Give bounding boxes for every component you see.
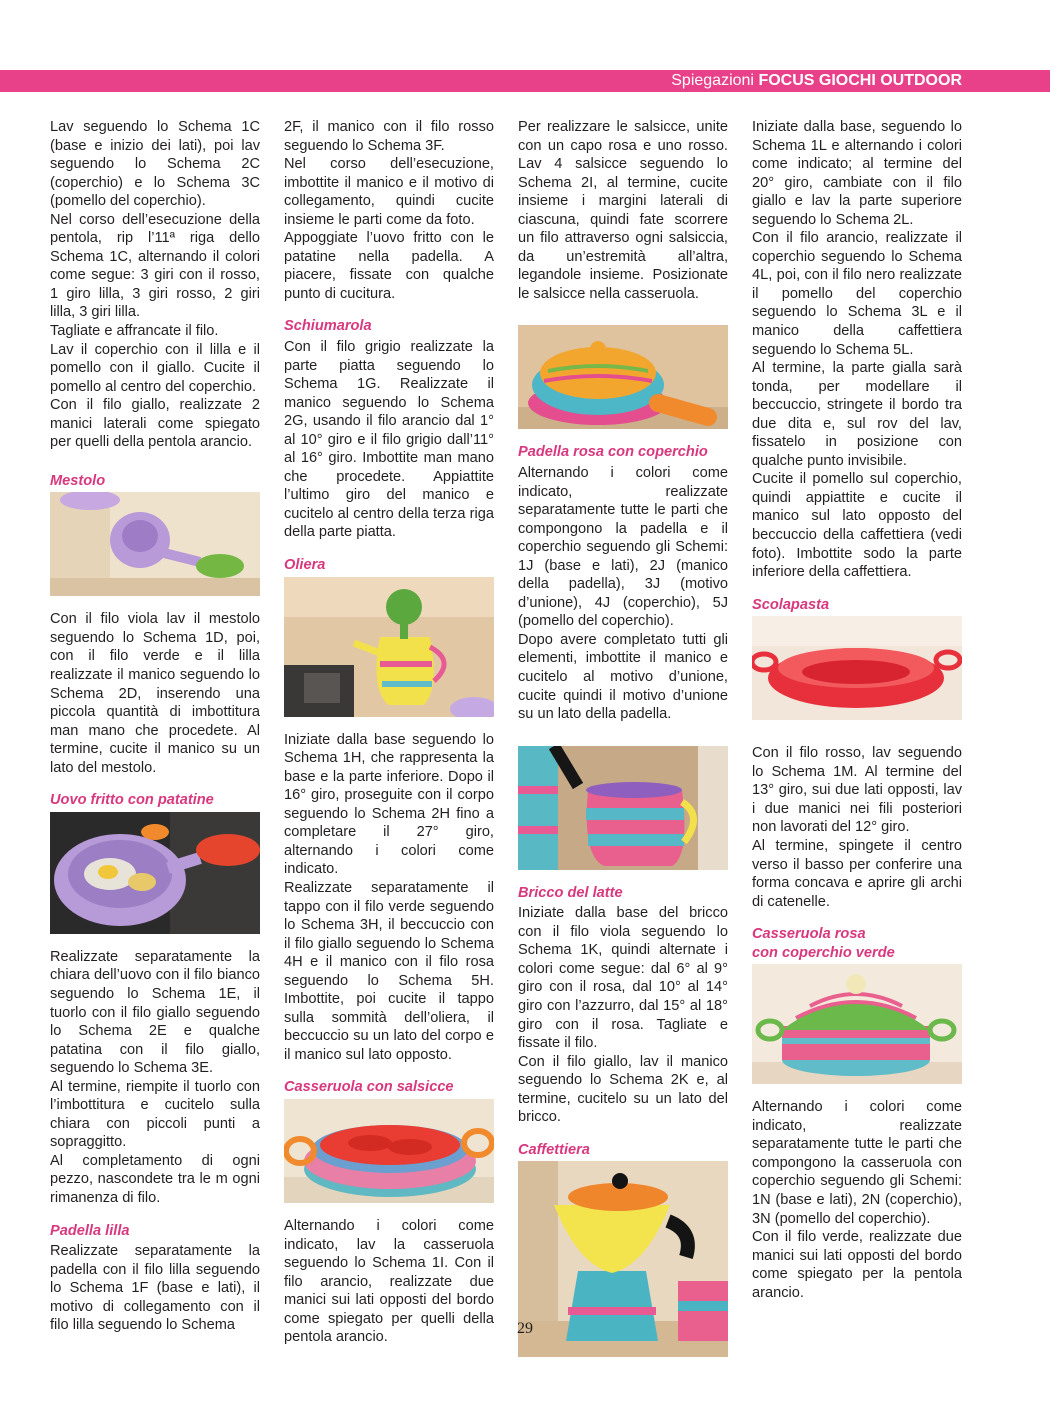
- photo-casseruola-salsicce: [284, 1099, 494, 1203]
- photo-casseruola-rosa: [752, 964, 962, 1084]
- section-title-schiumarola: Schiumarola: [284, 318, 372, 335]
- section-title-caffettiera: Caffettiera: [518, 1141, 590, 1158]
- photo-padella-rosa: [518, 325, 728, 429]
- paragraph: Al termine, spingete il centro verso il basso per conferire una forma concava e aprire gli archi di catenelle.: [752, 837, 962, 910]
- paragraph: Con il filo viola lav il mestolo seguendo lo Schema 1D, poi, con il filo verde e il lilla realizzate il manico seguendo lo Schema 2D, inserendo una piccola quantità di imbottitura man mano che procedete. Al termine, cucite il manico su un lato del mestolo.: [50, 611, 260, 776]
- paragraph: Per realizzare le salsicce, unite con un capo rosa e uno rosso. Lav 4 salsicce seguendo lo Schema 2I, al termine, cucite insieme i margini laterali di ciascuna, quindi fate scorrere un filo attraverso ogni salsiccia, da un’estremità all’altra, legandole insieme. Posizionate le salsicce nella casseruola.: [518, 119, 728, 302]
- paragraph: Alternando i colori come indicato, lav la casseruola seguendo lo Schema 1I. Con il filo arancio, realizzate due manici sui lati opposti del bordo come spiegato per quelli della pentola arancio.: [284, 1217, 494, 1346]
- paragraph: Con il filo giallo, lav il manico seguendo lo Schema 2K e, al termine, cucitelo su un lato del bricco.: [518, 1053, 728, 1126]
- paragraph: Realizzate separatamente la chiara dell’uovo con il filo bianco seguendo lo Schema 1E, il tuorlo con il filo giallo seguendo lo Schema 2E e qualche patatina con il filo giallo, seguendo lo Schema 3E.: [50, 948, 260, 1077]
- paragraph: Appoggiate l’uovo fritto con le patatine nella padella. A piacere, fissate con qualche punto di cucitura.: [284, 230, 494, 302]
- paragraph: Con il filo arancio, realizzate il coperchio seguendo lo Schema 4L, poi, con il filo nero realizzate il pomello del coperchio seguendo lo Schema 3L e il manico della caffettiera seguendo lo Schema 5L.: [752, 230, 962, 358]
- column-3: [518, 118, 728, 1371]
- photo-scolapasta: [752, 616, 962, 720]
- section-title-casseruola-rosa: Casseruola rosa: [752, 926, 866, 943]
- header-section: Spiegazioni: [671, 72, 754, 89]
- paragraph: Cucite il pomello sul coperchio, quindi appiattite e cucite il manico sul lato opposto del beccuccio della caffettiera (vedi foto). Imbottite sodo la parte inferiore della caffettiera.: [752, 471, 962, 581]
- paragraph: Con il filo giallo, realizzate 2 manici laterali come spiegato per quelli della pentola arancio.: [50, 397, 260, 451]
- paragraph: Alternando i colori come indicato, realizzate separatamente tutte le parti che compongono la padella e il coperchio seguendo gli Schemi: 1J (base e lati), 2J (manico della padella), 3J (motivo d’unione), 4J (coperchio), 5J (pomello del coperchio).: [518, 465, 728, 630]
- paragraph: Iniziate dalla base seguendo lo Schema 1H, che rappresenta la base e la parte inferiore. Dopo il 16° giro, proseguite con il corpo seguendo lo Schema 2H fino a completare il 27° giro, alternando i colori come indicato.: [284, 731, 494, 878]
- paragraph: Con il filo rosso, lav seguendo lo Schema 1M. Al termine del 13° giro, sui due lati opposti, lav i due manici nei fili posteriori non lavorati del 12° giro.: [752, 745, 962, 836]
- paragraph: Al termine, riempite il tuorlo con l’imbottitura e cucitelo sulla chiara con piccoli punti a sopraggitto.: [50, 1078, 260, 1151]
- paragraph: 2F, il manico con il filo rosso seguendo lo Schema 3F.: [284, 119, 494, 154]
- section-title-padella-lilla: Padella lilla: [50, 1222, 130, 1239]
- section-title-mestolo: Mestolo: [50, 472, 106, 489]
- paragraph: Con il filo verde, realizzate due manici sui lati opposti del bordo come spiegato per la pentola arancio.: [752, 1229, 962, 1301]
- paragraph: Realizzate separatamente il tappo con il filo verde seguendo lo Schema 3H, il beccuccio con il filo giallo seguendo lo Schema 4H e il manico con il filo rosa seguendo lo Schema 5H. Imbottite, poi cucite il tappo sulla sommità dell’oliera, il beccuccio su un lato del corpo e il manico sul lato opposto.: [284, 879, 494, 1063]
- photo-mestolo: [50, 492, 260, 596]
- section-title-casseruola-salsicce: Casseruola con salsicce: [284, 1079, 454, 1096]
- photo-bricco-latte: [518, 746, 728, 870]
- paragraph: Al termine, la parte gialla sarà tonda, per modellare il beccuccio, stringete il bordo tra due dita e, sul rov del lav, fissatelo in posizione con qualche punto invisibile.: [752, 360, 962, 469]
- column-4: [752, 118, 962, 1302]
- paragraph: Con il filo grigio realizzate la parte piatta seguendo lo Schema 1G. Realizzate il manico seguendo lo Schema 2G, usando il filo arancio dal 1° al 10° giro e il filo grigio dall’11° al 16° giro. Imbottite man mano che procedete. Appiattite l’ultimo giro del manico e cucitelo al centro della terza riga della parte piatta.: [284, 339, 494, 541]
- paragraph: Nel corso dell’esecuzione della pentola, rip l’11ª riga dello Schema 1C, alternando il colori come segue: 3 giri con il rosso, 1 giro lilla, 3 giri rosso, 2 giri lilla, 3 giri lilla.: [50, 211, 260, 321]
- photo-uovo-fritto: [50, 812, 260, 934]
- section-title-bricco: Bricco del latte: [518, 884, 623, 901]
- paragraph: Nel corso dell’esecuzione, imbottite il manico e il motivo di collegamento, quindi cucite insieme le parti come da foto.: [284, 156, 494, 228]
- paragraph: Al completamento di ogni pezzo, nascondete tra le m ogni rimanenza di filo.: [50, 1152, 260, 1206]
- section-title-uovo: Uovo fritto con patatine: [50, 792, 214, 809]
- photo-oliera: [284, 577, 494, 717]
- paragraph: Tagliate e affrancate il filo.: [50, 323, 219, 340]
- header-title: FOCUS GIOCHI OUTDOOR: [758, 72, 962, 89]
- paragraph: Lav il coperchio con il lilla e il pomello con il giallo. Cucite il pomello al centro del coperchio.: [50, 341, 260, 395]
- column-2: [284, 118, 494, 1347]
- paragraph: Dopo avere completato tutti gli elementi, imbottite il manico e cucitelo al motivo d’unione, cucite quindi il motivo d’unione su un lato della padella.: [518, 631, 728, 723]
- paragraph: Realizzate separatamente la padella con il filo lilla seguendo lo Schema 1F (base e lati), il motivo di collegamento con il filo lilla seguendo lo Schema: [50, 1243, 260, 1334]
- section-title-scolapasta: Scolapasta: [752, 596, 830, 613]
- column-1: [50, 118, 260, 1335]
- running-header: [671, 71, 962, 91]
- header-band: [0, 70, 1050, 92]
- paragraph: Iniziate dalla base, seguendo lo Schema 1L e alternando i colori come indicato; al termine del 20° giro, cambiate con il filo giallo e lav la parte superiore seguendo lo Schema 2L.: [752, 119, 962, 228]
- section-title-padella-rosa: Padella rosa con coperchio: [518, 444, 708, 461]
- page-number: 29: [517, 1320, 533, 1337]
- paragraph: Lav seguendo lo Schema 1C (base e inizio dei lati), poi lav seguendo lo Schema 2C (coperchio) e lo Schema 3C (pomello del coperchio).: [50, 119, 260, 210]
- section-title-casseruola-rosa-line2: con coperchio verde: [752, 944, 895, 961]
- paragraph: Iniziate dalla base del bricco con il filo viola seguendo lo Schema 1K, quindi alternate i colori come segue: dal 6° al 9° giro con il rosa, dal 10° al 14° giro con l’azzurro, dal 15° al 18° giro con il rosa. Tagliate e fissate il filo.: [518, 905, 728, 1052]
- section-title-oliera: Oliera: [284, 557, 326, 574]
- paragraph: Alternando i colori come indicato, realizzate separatamente tutte le parti che compongono la casseruola con coperchio seguendo gli Schemi: 1N (base e lati), 2N (coperchio), 3N (pomello del coperchio).: [752, 1099, 962, 1227]
